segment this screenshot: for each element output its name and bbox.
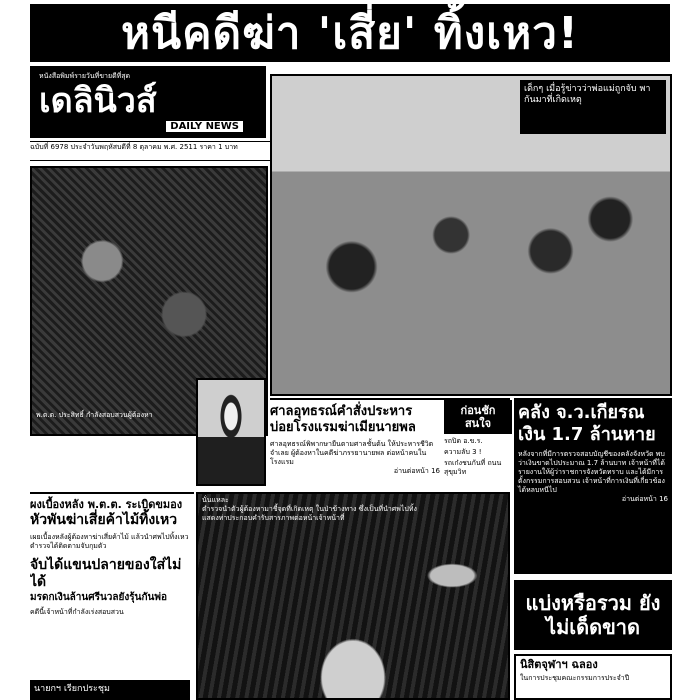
treasury-more: อ่านต่อหน้า 16 [621,495,668,503]
officer-body: ศาลอุทธรณ์พิพากษายืนตามศาลชั้นต้น ให้ประหารชีวิตจำเลย ผู้ต้องหาในคดีฆ่าภรรยานายพล ต่อหน้าคนในโรงแรม [270,440,434,466]
murder-body3: คดีนี้เจ้าหน้าที่กำลังเร่งสอบสวน [30,608,124,616]
murder-headline: ผงเบื้องหลัง พ.ต.ต. ระเบิดขมอง [30,498,183,511]
gossip-item-3: รถเก๋งชนกันที่ ถนนสุขุมวิท [444,459,502,476]
masthead-name-en: DAILY NEWS [166,121,243,132]
gossip-item-1: รถปิด อ.ข.ร. [444,437,483,445]
crowd-photo [270,74,672,396]
officer-headline: ศาลอุทธรณ์คำสั่งประหาร บ่อยโรงแรมฆ่าเมียนายพล [270,404,416,435]
forest-caption-text: ตำรวจนำตัวผู้ต้องหามาชี้จุดที่เกิดเหตุ ในป่าข้างทาง ซึ่งเป็นที่นำศพไปทิ้ง แสดงท่าประกอบคำรับสารภาพต่อหน้าเจ้าหน้าที่ [202,505,417,522]
bottom-left-text: นายกฯ เรียกประชุม [34,684,110,694]
banner-text: หนีคดีฆ่า 'เสี่ย' ทิ้งเหว! [120,8,579,59]
murder-body: เผยเบื้องหลังผู้ต้องหาฆ่าเสี่ยค้าไม้ แล้วนำศพไปทิ้งเหว ตำรวจได้ติดตามจับกุมตัว [30,533,189,550]
crowd-caption: เด็กๆ เมื่อรู้ข่าวว่าพ่อแม่ถูกจับ พากันมาที่เกิดเหตุ [524,84,651,105]
forest-caption-title: นั่นแหละ [202,496,229,504]
gossip-item-2: ความลับ 3 ! [444,448,482,456]
forest-photo [196,492,510,700]
gossip-box [444,400,512,486]
bottom-right-body: ในการประชุมคณะกรรมการประจำปี [520,674,630,682]
bottom-right-story [514,654,672,700]
murder-body2: มรดกเงินล้านศรีนวลยังรุ้นกันพ่อ [30,592,167,603]
banner-headline [30,4,670,62]
treasury-headline: คลัง จ.ว.เกียรณ เงิน 1.7 ล้านหาย [518,402,656,445]
officer-portrait [196,378,266,486]
split-headline: แบ่งหรือรวม ยังไม่เด็ดขาด [525,591,661,639]
officer-more: อ่านต่อหน้า 16 [393,467,440,475]
bottom-right-headline: นิสิตจุฬาฯ ฉลอง [520,658,598,671]
forest-caption [202,496,432,523]
murder-headline2: จับได้แขนปลายของใส่ไม่ได้ [30,557,182,590]
murder-story [30,492,194,700]
bottom-left-strip [30,680,190,700]
murder-subhead: หัวพันฆ่าเสี่ยค้าไม้ทิ้งเหว [30,512,178,528]
masthead [30,66,266,138]
gossip-title: ก่อนชักสนใจ [444,400,512,434]
split-story [514,580,672,650]
treasury-body: หลังจากที่มีการตรวจสอบบัญชีของคลังจังหวัด พบว่าเงินขาดไปประมาณ 1.7 ล้านบาท เจ้าหน้าที่ได้รายงานให้ผู้ว่าราชการจังหวัดทราบ และได้มีการตั้งกรรมการสอบสวน เจ้าหน้าที่การเงินที่เกี่ยวข้องได้หลบหนีไป [518,450,665,494]
masthead-tagline: หนังสือพิมพ์รายวันที่ขายดีที่สุด [39,72,131,80]
scuffle-caption: พ.ต.ต. ประสิทธิ์ กำลังสอบสวนผู้ต้องหา [36,411,153,419]
masthead-name-th: เดลินิวส์ [39,81,157,121]
treasury-story [514,398,672,574]
crowd-caption-box [520,80,666,134]
issue-line: ฉบับที่ 6978 ประจำวันพฤหัสบดีที่ 8 ตุลาคม พ.ศ. 2511 ราคา 1 บาท [30,141,270,161]
